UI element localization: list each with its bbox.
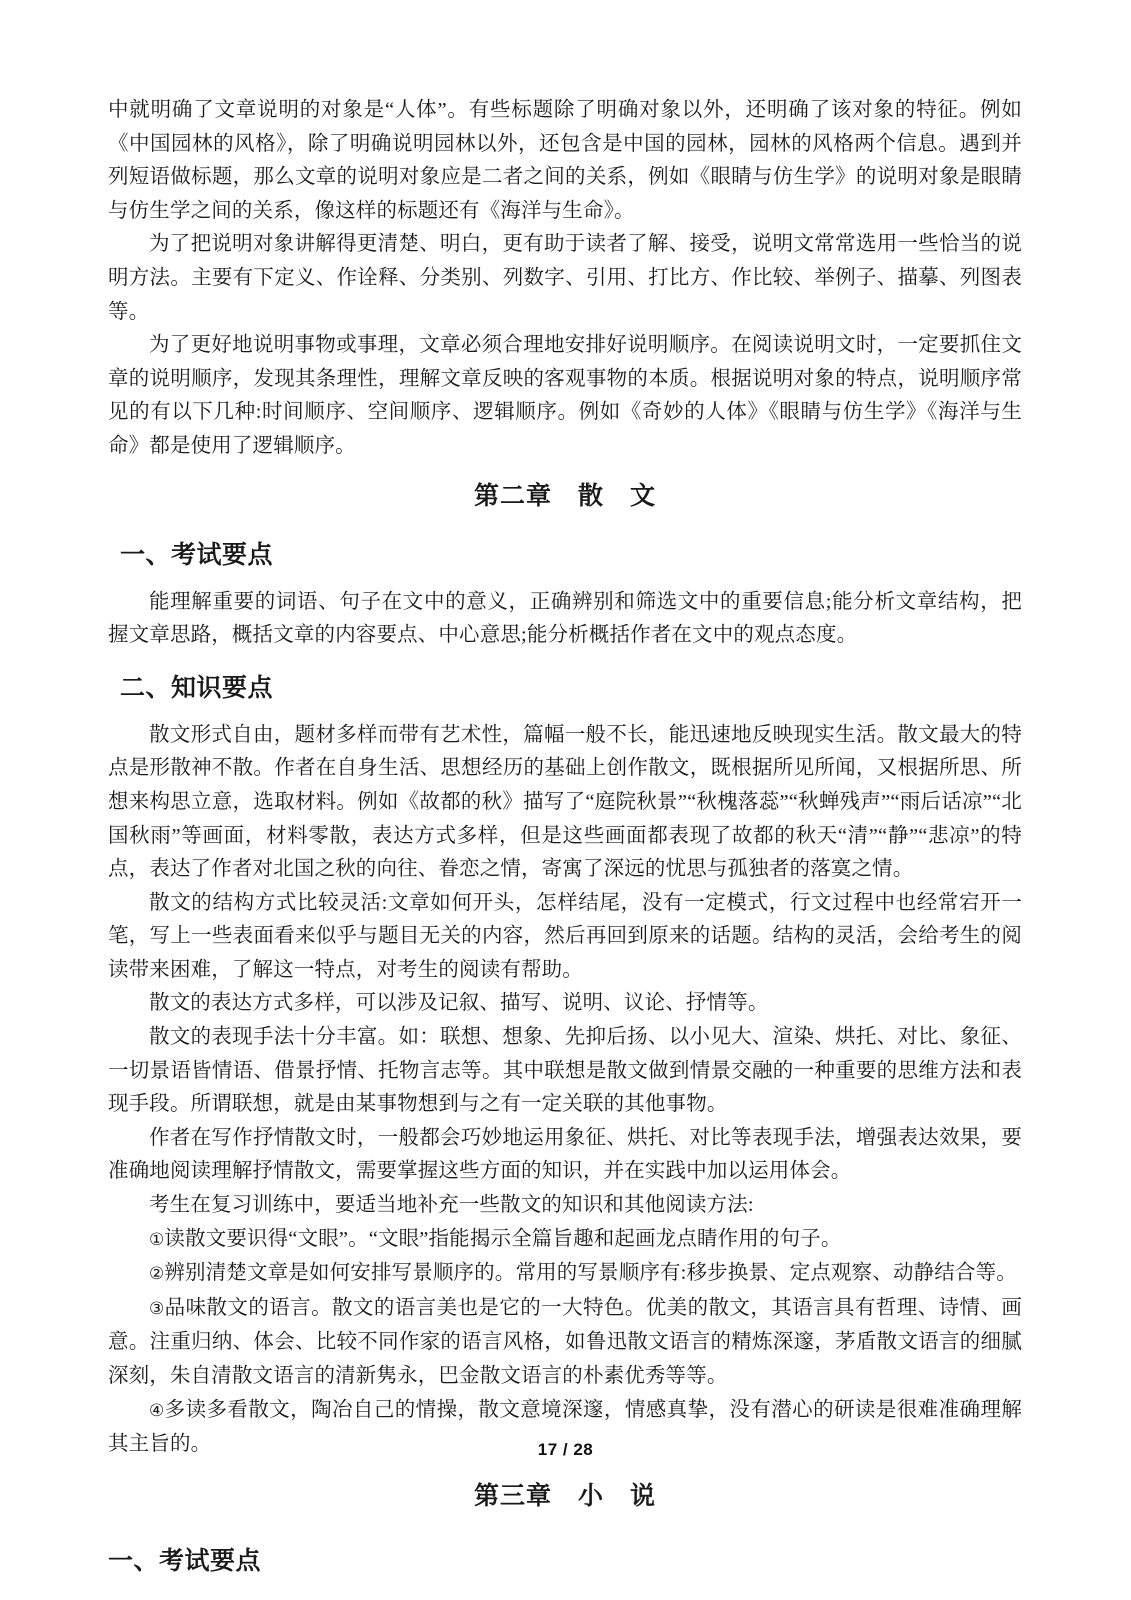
page-number-footer: 17 / 28 xyxy=(537,1440,594,1459)
chapter-two-heading-exam-points: 一、考试要点 xyxy=(120,541,274,569)
paragraph-explain-methods: 为了把说明对象讲解得更清楚、明白，更有助于读者了解、接受，说明文常常选用一些恰当的说明方法。主要有下定义、作诠释、分类别、列数字、引用、打比方、作比较、举例子、描摹、列图表等。 xyxy=(108,233,1022,323)
paragraph-prose-expression: 散文的表达方式多样，可以涉及记叙、描写、说明、议论、抒情等。 xyxy=(149,992,769,1015)
chapter-two-exam-points-paragraph: 能理解重要的词语、句子在文中的意义，正确辨别和筛选文中的重要信息;能分析文章结构，把握文章思路，概括文章的内容要点、中心意思;能分析概括作者在文中的观点态度。 xyxy=(108,590,1022,647)
list-marker-circled-three: ③ xyxy=(149,1298,165,1319)
paragraph-prose-structure: 散文的结构方式比较灵活:文章如何开头，怎样结尾，没有一定模式，行文过程中也经常宕开一笔，写上一些表面看来似乎与题目无关的内容，然后再回到原来的话题。结构的灵活，会给考生的阅读带来困难，了解这一特点，对考生的阅读有帮助。 xyxy=(108,891,1022,981)
chapter-three-title: 第三章 小 说 xyxy=(473,1482,656,1510)
list-item-text: 辨别清楚文章是如何安排写景顺序的。常用的写景顺序有:移步换景、定点观察、动静结合等。 xyxy=(164,1262,1017,1285)
list-item xyxy=(108,1292,1022,1394)
chapter-two-title: 第二章 散 文 xyxy=(473,482,656,510)
list-item-text: 多读多看散文，陶冶自己的情操，散文意境深邃，情感真挚，没有潜心的研读是很难准确理解其主旨的。 xyxy=(108,1398,1023,1456)
paragraph-prose-free-form: 散文形式自由，题材多样而带有艺术性，篇幅一般不长，能迅速地反映现实生活。散文最大的特点是形散神不散。作者在自身生活、思想经历的基础上创作散文，既根据所见所闻，又根据所思、所想来构思立意，选取材料。例如《故都的秋》描写了“庭院秋景”“秋槐落蕊”“秋蝉残声”“雨后话凉”“北国秋雨”等画面，材料零散，表达方式多样，但是这些画面都表现了故都的秋天“清”“静”“悲凉”的特点，表达了作者对北国之秋的向往、眷恋之情，寄寓了深远的忧思与孤独者的落寞之情。 xyxy=(108,723,1022,881)
paragraph-continued-object: 中就明确了文章说明的对象是“人体”。有些标题除了明确对象以外，还明确了该对象的特征。例如《中国园林的风格》，除了明确说明园林以外，还包含是中国的园林，园林的风格两个信息。遇到并列短语做标题，那么文章的说明对象应是二者之间的关系，例如《眼睛与仿生学》的说明对象是眼睛与仿生学之间的关系，像这样的标题还有《海洋与生命》。 xyxy=(108,99,1022,222)
paragraph-prose-review-intro: 考生在复习训练中，要适当地补充一些散文的知识和其他阅读方法: xyxy=(149,1194,754,1217)
paragraph-prose-techniques: 散文的表现手法十分丰富。如：联想、想象、先抑后扬、以小见大、渲染、烘托、对比、象征、一切景语皆情语、借景抒情、托物言志等。其中联想是散文做到情景交融的一种重要的思维方法和表现手段。所谓联想，就是由某事物想到与之有一定关联的其他事物。 xyxy=(108,1026,1022,1116)
list-item-text: 品味散文的语言。散文的语言美也是它的一大特色。优美的散文，其语言具有哲理、诗情、画意。注重归纳、体会、比较不同作家的语言风格，如鲁迅散文语言的精炼深邃，茅盾散文语言的细腻深刻，朱自清散文语言的清新隽永，巴金散文语言的朴素优秀等等。 xyxy=(108,1296,1023,1387)
list-item xyxy=(108,1223,1022,1258)
chapter-three-heading-exam-points: 一、考试要点 xyxy=(108,1547,262,1575)
page-content xyxy=(108,94,1022,1592)
chapter-two-heading-knowledge-points: 二、知识要点 xyxy=(120,674,274,702)
list-marker-circled-two: ② xyxy=(149,1264,165,1285)
list-marker-circled-four: ④ xyxy=(149,1400,165,1421)
list-item xyxy=(108,1257,1022,1292)
paragraph-prose-lyrical: 作者在写作抒情散文时，一般都会巧妙地运用象征、烘托、对比等表现手法，增强表达效果，要准确地阅读理解抒情散文，需要掌握这些方面的知识，并在实践中加以运用体会。 xyxy=(108,1126,1022,1183)
list-item-text: 读散文要识得“文眼”。“文眼”指能揭示全篇旨趣和起画龙点睛作用的句子。 xyxy=(164,1227,842,1250)
list-marker-circled-one: ① xyxy=(149,1229,165,1250)
paragraph-explain-order: 为了更好地说明事物或事理，文章必须合理地安排好说明顺序。在阅读说明文时，一定要抓住文章的说明顺序，发现其条理性，理解文章反映的客观事物的本质。根据说明对象的特点，说明顺序常见的有以下几种:时间顺序、空间顺序、逻辑顺序。例如《奇妙的人体》《眼睛与仿生学》《海洋与生命》都是使用了逻辑顺序。 xyxy=(108,334,1022,457)
